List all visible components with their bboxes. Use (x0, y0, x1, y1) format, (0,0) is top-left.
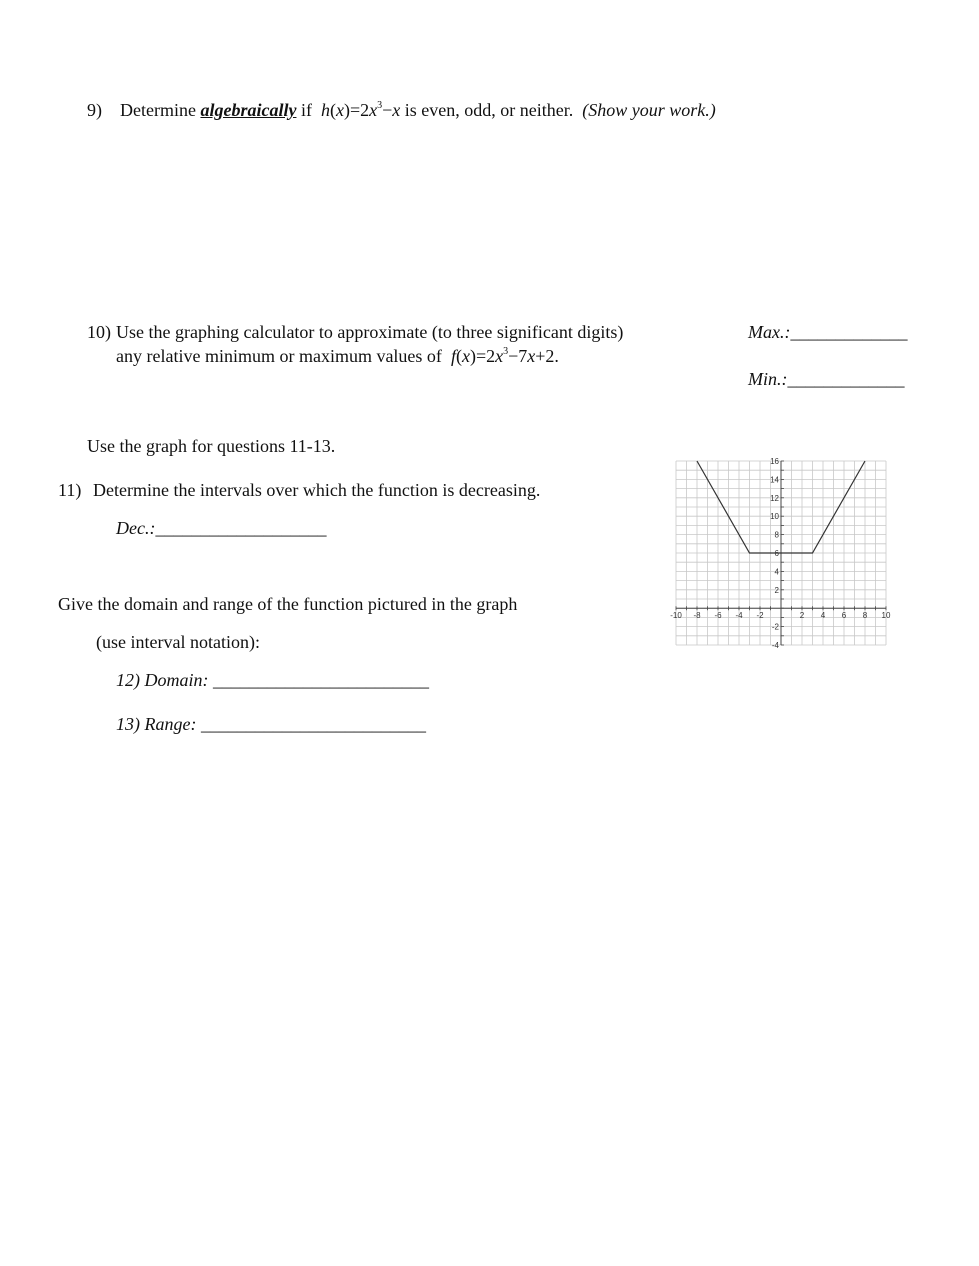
q10-line2 (116, 347, 559, 365)
q9-emphasis: algebraically (200, 100, 297, 120)
y-tick-label: -2 (771, 622, 779, 632)
max-answer[interactable] (748, 323, 907, 341)
range-label: 13) Range: (116, 714, 197, 734)
y-tick-label: 14 (770, 475, 779, 485)
domain-range-line2: (use interval notation): (96, 632, 260, 652)
domain-range-line1: Give the domain and range of the function pictured in the graph (58, 594, 518, 614)
q10-number: 10) (87, 322, 111, 342)
x-tick-label: -6 (714, 611, 722, 621)
x-tick-label: -2 (756, 611, 764, 621)
range-answer[interactable] (116, 715, 426, 733)
q11-text: Determine the intervals over which the function is decreasing. (93, 480, 541, 500)
graph-intro: Use the graph for questions 11-13. (87, 436, 336, 456)
min-label: Min.: (748, 369, 788, 389)
q9-line (120, 101, 716, 119)
y-tick-label: 16 (770, 457, 779, 466)
q9-prefix: Determine (120, 100, 201, 120)
min-answer[interactable] (748, 370, 905, 388)
x-tick-label: 4 (820, 611, 826, 621)
q9-if: if (300, 100, 312, 120)
y-tick-label: 6 (774, 549, 779, 558)
dec-answer[interactable] (116, 519, 326, 537)
y-tick-label: 12 (770, 493, 779, 503)
x-tick-label: -8 (693, 611, 701, 621)
q9-number: 9) (87, 100, 102, 120)
dec-blank[interactable]: ___________________ (155, 518, 327, 538)
domain-blank[interactable]: ________________________ (213, 670, 429, 690)
x-tick-label: 8 (862, 611, 868, 621)
max-label: Max.: (748, 322, 791, 342)
y-tick-label: 8 (774, 530, 779, 540)
x-tick-label: 2 (799, 611, 805, 621)
y-tick-label: -4 (771, 641, 779, 650)
x-tick-label: 10 (881, 611, 891, 621)
q11-number: 11) (58, 480, 82, 500)
q10-function: $f(x)=2x^3-7x+2$. (450, 346, 559, 366)
domain-answer[interactable] (116, 671, 429, 689)
domain-label: 12) Domain: (116, 670, 209, 690)
x-tick-label: 6 (841, 611, 847, 621)
max-blank[interactable]: _____________ (790, 322, 908, 342)
min-blank[interactable]: _____________ (787, 369, 905, 389)
q10-line2-prefix: any relative minimum or maximum values of (116, 346, 442, 366)
y-tick-label: 10 (770, 512, 779, 522)
q9-function: $h(x)=2x^3-x$ (320, 100, 401, 120)
range-blank[interactable]: _________________________ (200, 714, 426, 734)
dec-label: Dec.: (116, 518, 156, 538)
q9-note: (Show your work.) (582, 100, 716, 120)
x-tick-label: -10 (670, 611, 682, 621)
q10-line1: Use the graphing calculator to approximate (to three significant digits) (116, 322, 624, 342)
y-tick-label: 4 (774, 567, 779, 577)
function-graph (665, 455, 895, 655)
q9-suffix: is even, odd, or neither. (404, 100, 574, 120)
x-tick-label: -4 (735, 611, 743, 621)
y-tick-label: 2 (774, 585, 779, 595)
